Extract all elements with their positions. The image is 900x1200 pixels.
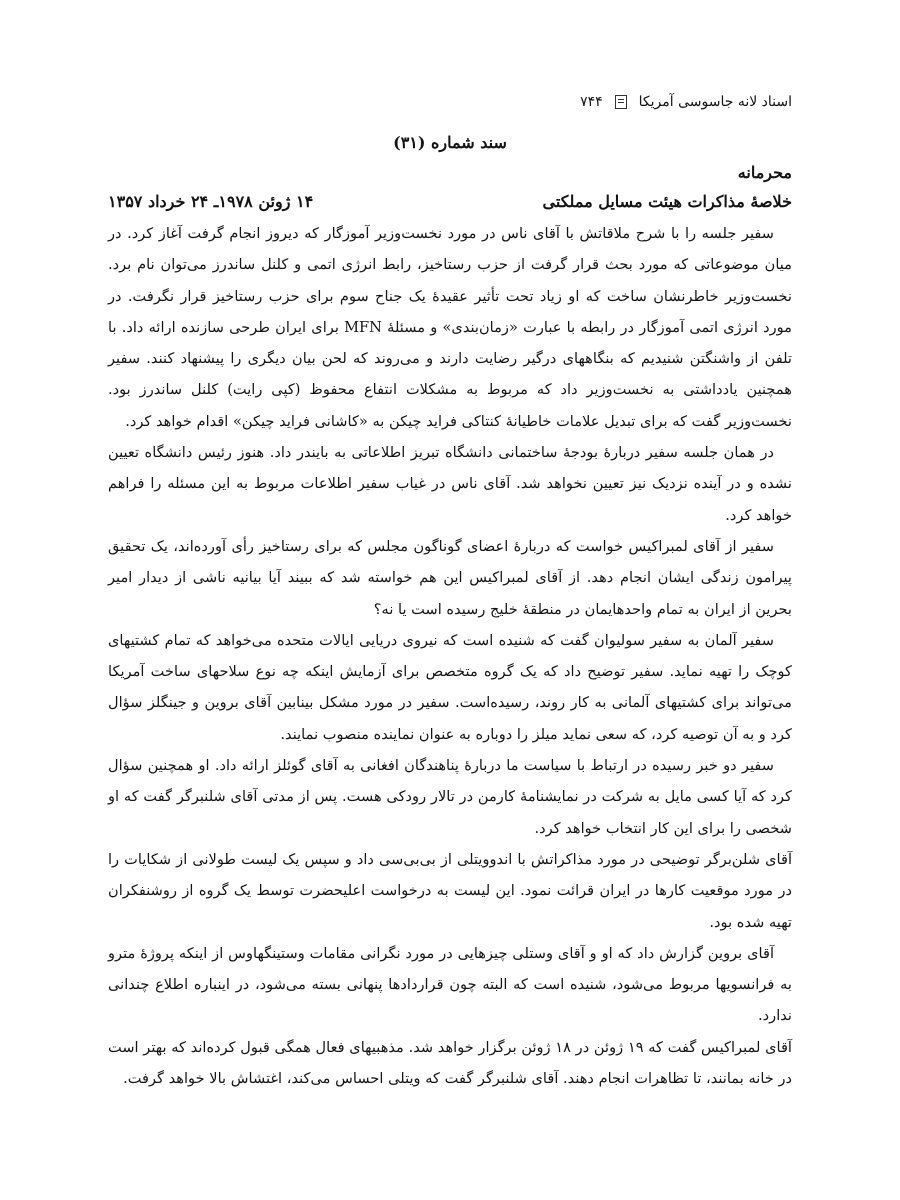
classification-label: محرمانه: [737, 163, 792, 182]
running-header: [580, 94, 792, 110]
paragraph: آقای بروین گزارش داد که او و آقای وستلی چیزهایی در مورد نگرانی مقامات وستینگهاوس از اینکه پروژهٔ مترو به فرانسویها مربوط می‌شود، شنیده است که البته چون قراردادها پنهانی بسته می‌شود، در اینباره اطلاع چندانی ندارد.: [108, 944, 792, 1025]
book-title: اسناد لانه جاسوسی آمریکا: [638, 94, 792, 110]
document-title: سند شماره (۳۱): [393, 133, 507, 152]
paragraph: سفیر دو خبر رسیده در ارتباط با سیاست ما دربارهٔ پناهندگان افغانی به آقای گوئلز ارائه داد. او همچنین سؤال کرد که آیا کسی مایل به شرکت در نمایشنامهٔ کارمن در تالار رودکی هست. پس از مدتی آقای شلنبرگر گفت که او شخصی را برای این کار انتخاب خواهد کرد.: [108, 757, 792, 837]
paragraph: در همان جلسه سفیر دربارهٔ بودجهٔ ساختمانی دانشگاه تبریز اطلاعاتی به بایندر داد. هنوز رئیس دانشگاه تعیین نشده و در آینده نزدیک نیز تعیین نخواهد شد. آقای ناس در غیاب سفیر اطلاعات مربوط به این مسئله را فراهم خواهد کرد.: [108, 444, 792, 524]
document-date: ۱۴ ژوئن ۱۹۷۸ـ ۲۴ خرداد ۱۳۵۷: [108, 192, 314, 211]
subject-row: [108, 192, 792, 211]
paragraph: آقای شلن‌برگر توضیحی در مورد مذاکراتش با اندوویتلی از بی‌بی‌سی داد و سپس یک لیست طولانی از شکایات را در مورد موقعیت کارها در ایران قرائت نمود. این لیست به درخواست اعلیحضرت توسط یک گروه از روشنفکران تهیه شده بود.: [108, 850, 792, 931]
subject-title: خلاصهٔ مذاکرات هیئت مسایل مملکتی: [542, 192, 792, 211]
paragraph: سفیر از آقای لمبراکیس خواست که دربارهٔ اعضای گوناگون مجلس که برای رستاخیز رأی آورده‌اند، یک تحقیق پیرامون زندگی ایشان انجام دهد. از آقای لمبراکیس این هم خواسته شد که ببیند آیا بیانیه ناشی از دیدار امیر بحرین از ایران به تمام واحدهایمان در منطقهٔ خلیج رسیده است یا نه؟: [108, 537, 792, 618]
paragraph: سفیر آلمان به سفیر سولیوان گفت که شنیده است که نیروی دریایی ایالات متحده می‌خواهد که تمام کشتیهای کوچک را تهیه نماید. سفیر توضیح داد که یک گروه متخصص برای آزمایش اینکه چه نوع سلاحهای ساخت آمریکا می‌تواند برای کشتیهای آلمانی به کار روند، رسیده‌است. سفیر در مورد مشکل بینابین آقای بروین و جینگلز سؤال کرد و به آن توصیه کرد، که سعی نماید میلز را دوباره به عنوان نماینده منصوب نمایند.: [108, 631, 792, 743]
paragraph: سفیر جلسه را با شرح ملاقاتش با آقای ناس در مورد نخست‌وزیر آموزگار که دیروز انجام گرفت آغاز کرد. در میان موضوعاتی که مورد بحث قرار گرفت از حزب رستاخیز، رابط انرژی اتمی و کلنل ساندرز می‌توان نام برد. نخست‌وزیر خاطرنشان ساخت که او زیاد تحت تأثیر عقیدهٔ یک جناح سوم برای حزب رستاخیز قرار نگرفت. در مورد انرژی اتمی آموزگار در رابطه با عبارت «زمان‌بندی» و مسئلهٔ MFN برای ایران طرحی سازنده ارائه داد. با تلفن از واشنگتن شنیدیم که بنگاههای درگیر رضایت دارند و می‌روند که لحن بیان دیگری را پیشنهاد کنند. سفیر همچنین یادداشتی به نخست‌وزیر داد که مربوط به مشکلات انتفاع محفوظ (کپی رایت) کلنل ساندرز بود. نخست‌وزیر گفت که برای تبدیل علامات خاطیانهٔ کنتاکی فراید چیکن به «کاشانی فراید چیکن» اقدام خواهد کرد.: [108, 225, 792, 430]
page-number: ۷۴۴: [580, 94, 603, 110]
document-icon: [615, 95, 627, 109]
document-body: [108, 218, 792, 1094]
paragraph: آقای لمبراکیس گفت که ۱۹ ژوئن در ۱۸ ژوئن برگزار خواهد شد. مذهبیهای فعال همگی قبول کرده‌اند که بهتر است در خانه بمانند، تا تظاهرات انجام دهند. آقای شلنبرگر گفت که ویتلی احساس می‌کند، اغتشاش بالا خواهد گرفت.: [108, 1038, 792, 1088]
